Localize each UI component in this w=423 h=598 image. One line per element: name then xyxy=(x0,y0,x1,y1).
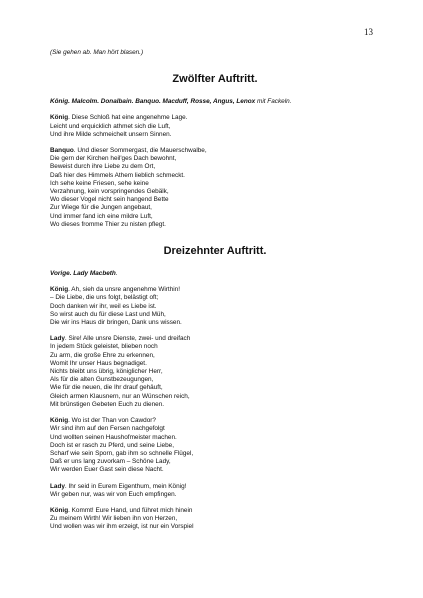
speaker-name: König xyxy=(50,506,69,514)
verse-line: Zu arm, die große Ehre zu erkennen, xyxy=(50,351,155,359)
verse-line: Die wir ins Haus dir bringen, Dank uns wissen. xyxy=(50,319,182,327)
verse-text: . Und dieser Sommergast, die Mauerschwalbe, xyxy=(73,147,207,155)
speech-line xyxy=(50,114,380,122)
verse-line: – Die Liebe, die uns folgt, belästigt oft; xyxy=(50,294,159,302)
verse-line: Die gern der Kirchen heil'ges Dach bewohnt, xyxy=(50,155,177,163)
speaker-name: König xyxy=(50,114,69,122)
cast-suffix: mit Fackeln. xyxy=(255,98,292,106)
verse-line: Wie für die neuen, die Ihr drauf gehäuft, xyxy=(50,384,163,392)
verse-line: Doch danken wir ihr, weil es Liebe ist. xyxy=(50,302,157,310)
verse-line: Als für die alten Gunstbezeugungen, xyxy=(50,376,154,384)
document-body xyxy=(50,49,380,532)
scene-title: Zwölfter Auftritt. xyxy=(172,73,258,86)
verse-line: Scharf wie sein Sporn, gab ihm so schnelle Flügel, xyxy=(50,449,194,457)
verse-text: . Wo ist der Than von Cawdor? xyxy=(68,417,156,425)
verse-text: . Kommt! Eure Hand, und führet mich hinein xyxy=(68,506,193,514)
verse-text: . Sire! Alle unsre Dienste, zwei- und dreifach xyxy=(64,335,191,343)
verse-text: . Diese Schloß hat eine angenehme Lage. xyxy=(68,114,188,122)
verse-text: . Ah, sieh da unsre angenehme Wirthin! xyxy=(68,286,181,294)
verse-line: Wo dieser Vogel nicht sein hangend Bette xyxy=(50,196,169,204)
speech-line xyxy=(50,335,380,343)
speech xyxy=(50,147,380,229)
verse-line: Zur Wiege für die Jungen angebaut, xyxy=(50,204,152,212)
speaker-name: König xyxy=(50,417,69,425)
verse-line: Beweist durch ihre Liebe zu dem Ort, xyxy=(50,163,156,171)
verse-line: Daß hier des Himmels Athem lieblich schmeckt. xyxy=(50,171,185,179)
verse-line: Zu meinem Wirth! Wir lieben ihn von Herzen, xyxy=(50,515,178,523)
cast-list xyxy=(50,270,380,278)
verse-line: Daß er uns lang zuvorkam – Schöne Lady, xyxy=(50,458,171,466)
speech-line xyxy=(50,286,380,294)
verse-line: Wir geben nur, was wir von Euch empfingen. xyxy=(50,490,177,498)
verse-line: Und wollen was wir ihm erzeigt, ist nur ein Vorspiel xyxy=(50,523,194,531)
speech-line xyxy=(50,417,380,425)
speaker-name: König xyxy=(50,286,69,294)
cast-list xyxy=(50,98,380,106)
verse-line: Wir sind ihm auf den Fersen nachgefolgt xyxy=(50,425,165,433)
cast-names: König. Malcolm. Donalbain. Banquo. Macduff, Rosse, Angus, Lenox xyxy=(50,98,256,106)
verse-line: Ich sehe keine Friesen, sehe keine xyxy=(50,179,149,187)
stage-direction: (Sie gehen ab. Man hört blasen.) xyxy=(50,49,144,56)
speech xyxy=(50,507,380,532)
verse-line: Gleich armen Klausnern, nur an Wünschen reich, xyxy=(50,392,190,400)
page-number: 13 xyxy=(364,27,373,37)
verse-line: Und ihre Milde schmeichelt unsern Sinnen. xyxy=(50,130,172,138)
speech-line xyxy=(50,483,380,491)
speaker-name: Banquo xyxy=(50,147,74,155)
verse-line: Doch ist er rasch zu Pferd, und seine Liebe, xyxy=(50,441,174,449)
verse-line: Und wollten seinen Haushofmeister machen. xyxy=(50,433,177,441)
verse-line: So wirst auch du für diese Last und Müh, xyxy=(50,310,166,318)
speech xyxy=(50,417,380,474)
speech xyxy=(50,335,380,409)
speech-line xyxy=(50,507,380,515)
speech xyxy=(50,286,380,327)
speaker-name: Lady xyxy=(50,335,65,343)
verse-line: In jedem Stück geleistet, blieben noch xyxy=(50,343,158,351)
cast-names: Vorige. Lady Macbeth xyxy=(50,270,116,278)
verse-line: Mit brünstigen Gebeten Euch zu dienen. xyxy=(50,400,165,408)
verse-line: Und immer fand ich eine mildre Luft, xyxy=(50,212,153,220)
verse-text: . Ihr seid in Eurem Eigenthum, mein König! xyxy=(64,482,187,490)
speech-line xyxy=(50,147,380,155)
verse-line: Wir werden Euer Gast sein diese Nacht. xyxy=(50,466,164,474)
verse-line: Leicht und erquicklich athmet sich die Luft, xyxy=(50,122,171,130)
scene-title: Dreizehnter Auftritt. xyxy=(163,245,267,258)
speech xyxy=(50,114,380,139)
verse-line: Womit Ihr unser Haus begnadiget. xyxy=(50,359,147,367)
verse-line: Wo dieses fromme Thier zu nisten pflegt. xyxy=(50,220,166,228)
cast-suffix: . xyxy=(115,270,118,278)
speech xyxy=(50,483,380,499)
verse-line: Nichts bleibt uns übrig, königlicher Herr, xyxy=(50,368,163,376)
speaker-name: Lady xyxy=(50,482,65,490)
verse-line: Verzahnung, kein vorspringendes Gebälk, xyxy=(50,188,169,196)
